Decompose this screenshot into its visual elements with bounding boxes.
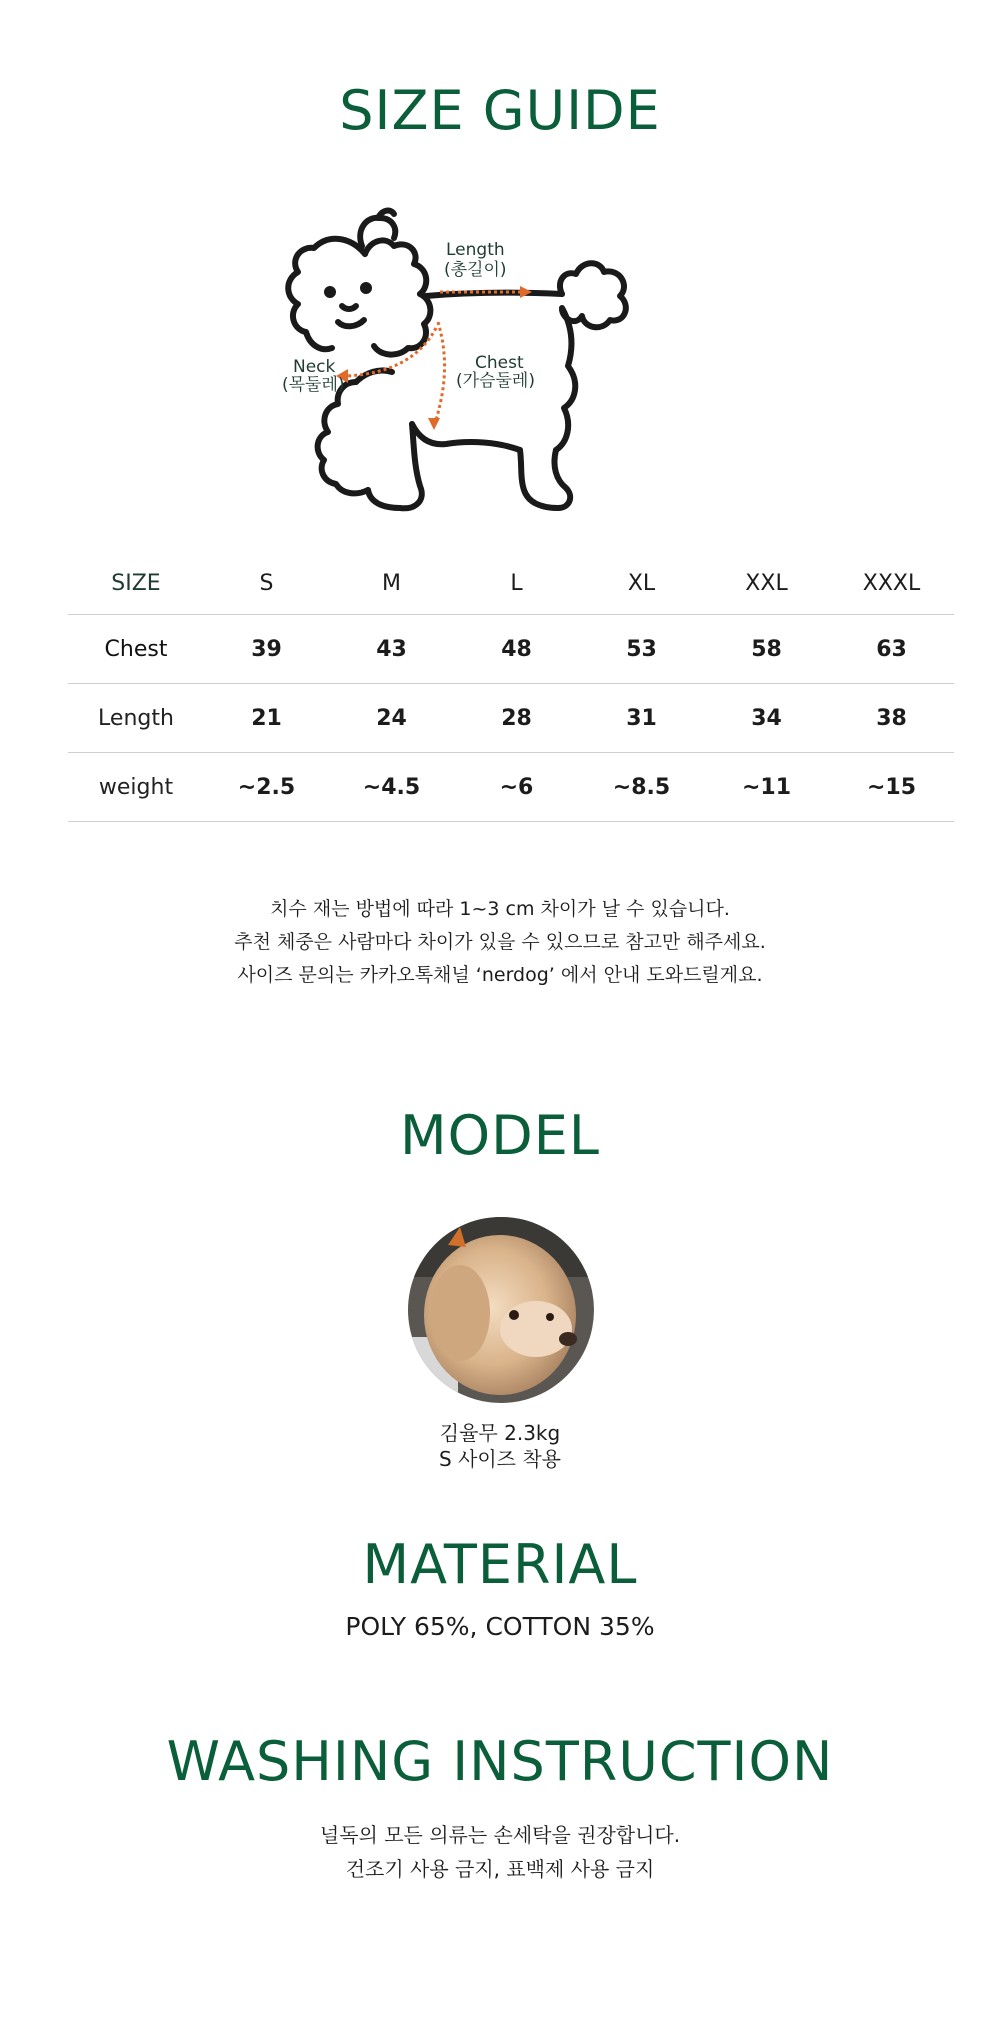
table-header-cell: SIZE [111, 571, 161, 596]
table-cell: 31 [626, 705, 657, 731]
table-header-cell: L [510, 571, 523, 596]
material-title: MATERIAL [362, 1533, 638, 1596]
size-notes [0, 893, 1000, 992]
table-header-cell: XL [627, 571, 656, 596]
table-cell: 24 [376, 705, 407, 731]
table-cell: 58 [751, 636, 782, 662]
table-header-row [68, 553, 954, 615]
table-cell: 53 [626, 636, 657, 662]
model-name-weight: 김율무 2.3kg [439, 1421, 561, 1445]
table-cell: 21 [251, 705, 282, 731]
table-cell: ~8.5 [612, 774, 671, 800]
size-guide-title: SIZE GUIDE [339, 79, 661, 142]
model-size-worn: S 사이즈 착용 [438, 1447, 561, 1471]
row-label: Length [98, 705, 174, 731]
table-header-cell: XXL [745, 571, 788, 596]
table-cell: 48 [501, 636, 532, 662]
table-cell: 39 [251, 636, 282, 662]
washing-line: 널독의 모든 의류는 손세탁을 권장합니다. [319, 1823, 681, 1847]
table-header-cell: S [259, 571, 274, 596]
table-cell: 43 [376, 636, 407, 662]
dog-outline-illustration [270, 196, 730, 526]
table-cell: 38 [876, 705, 907, 731]
size-note: 추천 체중은 사람마다 차이가 있을 수 있으므로 참고만 해주세요. [234, 931, 766, 953]
size-note: 사이즈 문의는 카카오톡채널 ‘nerdog’ 에서 안내 도와드릴게요. [237, 964, 763, 986]
model-title: MODEL [400, 1104, 600, 1167]
size-table [68, 553, 954, 822]
neck-label-kr: (목둘레) [282, 375, 345, 395]
row-label: weight [98, 774, 174, 800]
table-row [68, 753, 954, 822]
chest-label-kr: (가슴둘레) [456, 371, 535, 391]
washing-instructions [0, 1818, 1000, 1886]
chest-label: Chest [475, 353, 524, 373]
table-header-cell: M [382, 571, 401, 596]
size-note: 치수 재는 방법에 따라 1~3 cm 차이가 날 수 있습니다. [270, 898, 730, 920]
table-cell: 34 [751, 705, 782, 731]
table-header-cell: XXXL [862, 571, 921, 596]
length-label-kr: (총길이) [444, 260, 507, 280]
length-label: Length [446, 240, 505, 260]
table-cell: 63 [876, 636, 907, 662]
table-row [68, 615, 954, 684]
table-row [68, 684, 954, 753]
washing-line: 건조기 사용 금지, 표백제 사용 금지 [345, 1857, 655, 1881]
material-composition: POLY 65%, COTTON 35% [345, 1612, 655, 1641]
model-dog-photo [408, 1217, 594, 1403]
dog-measurement-diagram [270, 196, 730, 526]
table-cell: ~2.5 [237, 774, 296, 800]
neck-label: Neck [293, 357, 336, 377]
table-cell: ~11 [741, 774, 792, 800]
washing-instruction-title: WASHING INSTRUCTION [166, 1730, 834, 1793]
table-cell: ~4.5 [362, 774, 421, 800]
table-cell: ~6 [499, 774, 534, 800]
table-cell: ~15 [866, 774, 917, 800]
dog-photo-illustration [408, 1217, 594, 1403]
model-caption [0, 1420, 1000, 1472]
row-label: Chest [104, 636, 168, 662]
table-cell: 28 [501, 705, 532, 731]
